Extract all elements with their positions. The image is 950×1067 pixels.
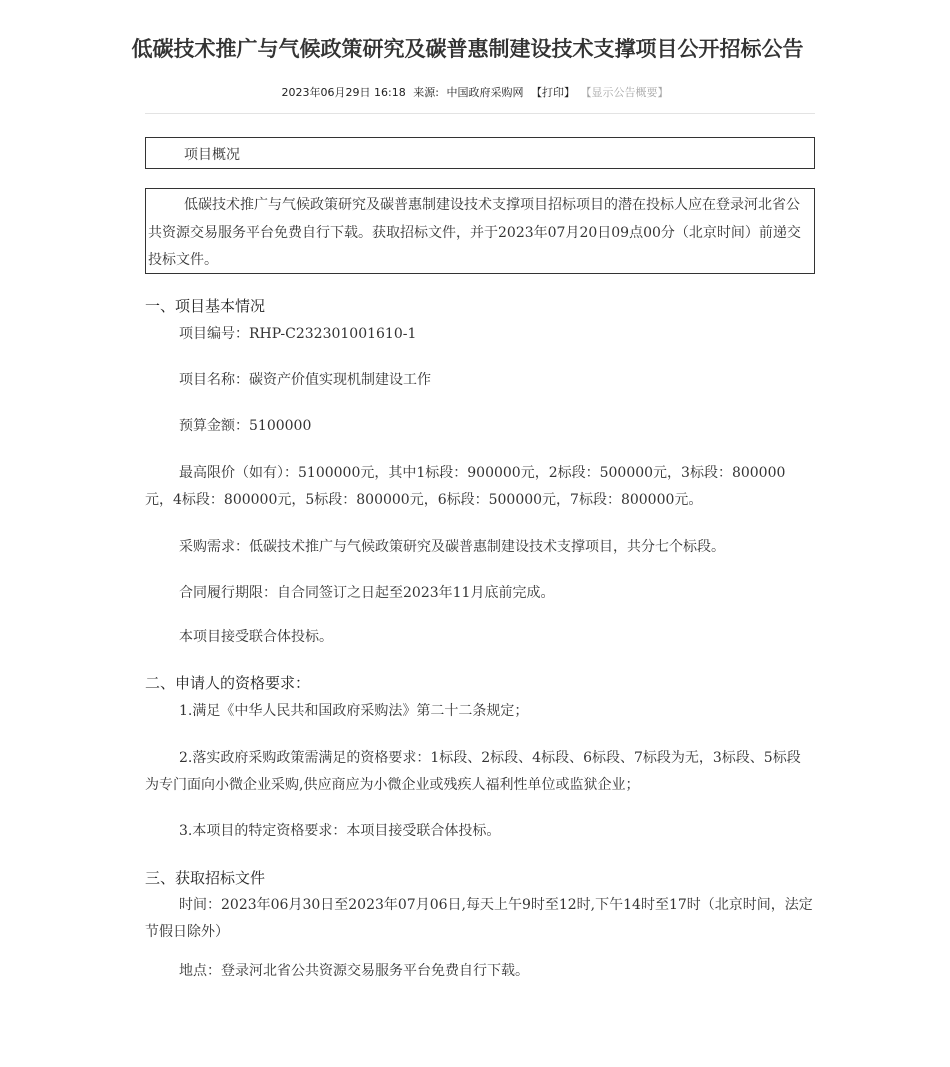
- procurement-demand: 采购需求：低碳技术推广与气候政策研究及碳普惠制建设技术支撑项目，共分七个标段。: [179, 539, 725, 555]
- print-button[interactable]: 【打印】: [530, 86, 575, 99]
- source-link[interactable]: 中国政府采购网: [446, 86, 524, 99]
- overview-text: 低碳技术推广与气候政策研究及碳普惠制建设技术支撑项目招标项目的潜在投标人应在登录河北省公共资源交易服务平台免费自行下载。获取招标文件，并于2023年07月20日09点00分（北京时间）前递交投标文件。: [148, 197, 801, 268]
- section1-heading: 一、项目基本情况: [145, 297, 266, 315]
- project-number: 项目编号：RHP-C232301001610-1: [179, 326, 417, 342]
- requirement-2: 2.落实政府采购政策需满足的资格要求：1标段、2标段、4标段、6标段、7标段为无，3标段、5标段为专门面向小微企业采购,供应商应为小微企业或残疾人福利性单位或监狱企业；: [145, 750, 801, 793]
- project-name: 项目名称：碳资产价值实现机制建设工作: [179, 372, 431, 388]
- consortium-note: 本项目接受联合体投标。: [179, 629, 333, 645]
- overview-box: [145, 188, 815, 274]
- page-title: 低碳技术推广与气候政策研究及碳普惠制建设技术支撑项目公开招标公告: [131, 37, 804, 61]
- requirement-1: 1.满足《中华人民共和国政府采购法》第二十二条规定；: [179, 703, 529, 719]
- acquisition-time: 时间：2023年06月30日至2023年07月06日,每天上午9时至12时,下午14时至17时（北京时间，法定节假日除外）: [145, 897, 813, 940]
- announcement-meta: [0, 84, 950, 100]
- acquisition-place: 地点：登录河北省公共资源交易服务平台免费自行下载。: [179, 963, 529, 979]
- overview-label-box: [145, 137, 815, 169]
- requirement-3: 3.本项目的特定资格要求：本项目接受联合体投标。: [179, 823, 501, 839]
- divider: [145, 113, 815, 114]
- source-label: 来源:: [413, 86, 439, 99]
- budget-amount: 预算金额：5100000: [179, 418, 312, 434]
- show-summary-link[interactable]: 【显示公告概要】: [580, 86, 669, 99]
- section3-heading: 三、获取招标文件: [145, 869, 266, 887]
- overview-label: 项目概况: [184, 147, 240, 163]
- max-price: 最高限价（如有）：5100000元，其中1标段：900000元，2标段：500000元，3标段：800000元，4标段：800000元，5标段：800000元，6标段：500000元，7标段：800000元。: [145, 465, 786, 508]
- section2-heading: 二、申请人的资格要求：: [145, 674, 311, 692]
- contract-period: 合同履行期限：自合同签订之日起至2023年11月底前完成。: [179, 585, 555, 601]
- publish-datetime: 2023年06月29日 16:18: [281, 86, 406, 99]
